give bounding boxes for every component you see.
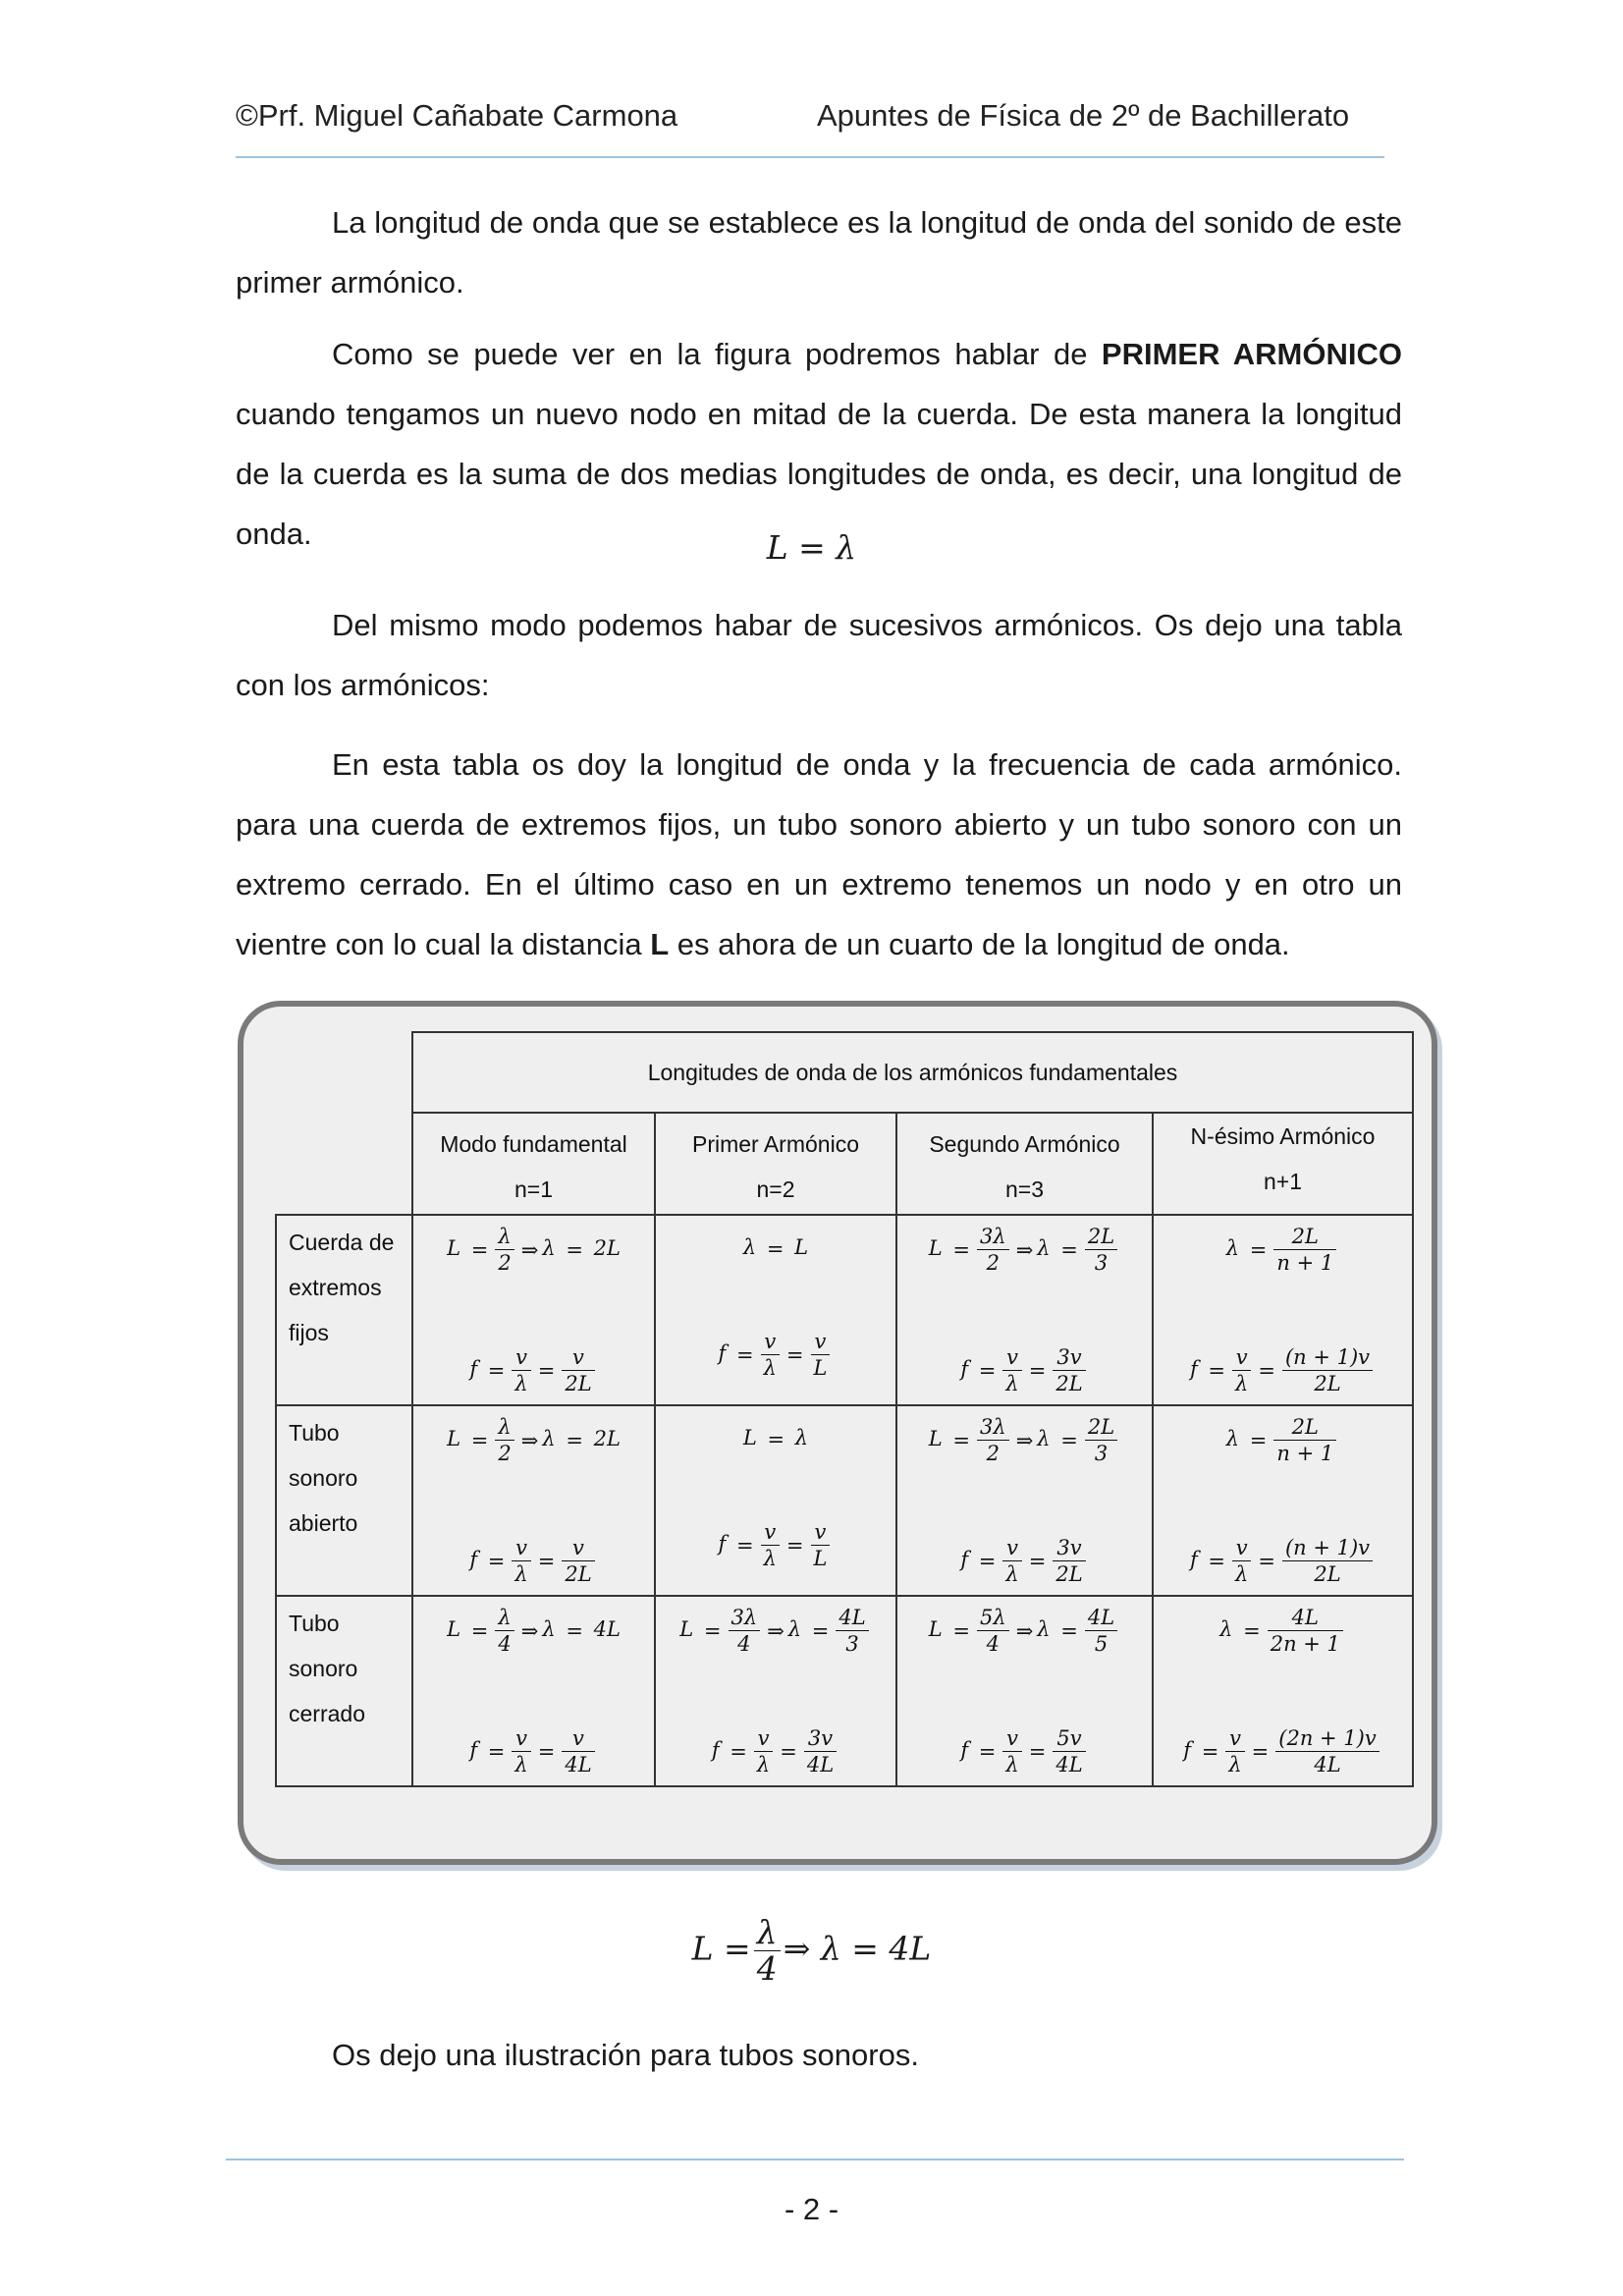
cell-cerrado-n2: L = $\frac{3\lambda}{4}$ ⇒ λ = $\frac{4L}{3}$ f = $\frac{v}{\lambda}$ = $\frac{3v}{4L}$ [655, 1596, 896, 1786]
equation-closed-tube: L = $\frac{\lambda}{4}$ ⇒ λ = 4L [691, 1913, 932, 1988]
paragraph-4: En esta tabla os doy la longitud de onda y la frecuencia de cada armónico. para una cuerda de extremos fijos, un tubo sonoro abierto y un tubo sonoro con un extremo cerrado. En el último caso en un extremo tenemos un nodo y en otro un vientre con lo cual la distancia L es ahora de un cuarto de la longitud de onda. [236, 747, 1402, 961]
cell-cuerda-n2: λ = L f = $\frac{v}{\lambda}$ = $\frac{v}{L}$ [655, 1215, 896, 1405]
page-number: - 2 - [784, 2192, 839, 2226]
column-header-fundamental: Modo fundamental n=1 [412, 1113, 655, 1215]
harmonics-table [275, 1031, 1414, 1787]
bold-primer-armonico: PRIMER ARMÓNICO [1101, 337, 1402, 371]
cell-cerrado-n3: L = $\frac{5\lambda}{4}$ ⇒ λ = $\frac{4L}{5}$ f = $\frac{v}{\lambda}$ = $\frac{5v}{4L}$ [896, 1596, 1153, 1786]
paragraph-2: Como se puede ver en la figura podremos hablar de PRIMER ARMÓNICO cuando tengamos un nuevo nodo en mitad de la cuerda. De esta manera la longitud de la cuerda es la suma de dos medias longitudes de onda, es decir, una longitud de onda. [236, 337, 1402, 551]
header-divider [236, 156, 1384, 158]
table-title: Longitudes de onda de los armónicos fundamentales [412, 1032, 1413, 1113]
row-label-cerrado: Tubo sonoro cerrado [276, 1596, 412, 1786]
equation-l-equals-lambda: L = λ [766, 528, 857, 567]
column-header-first: Primer Armónico n=2 [655, 1113, 896, 1215]
cell-abierto-nth: λ = $\frac{2L}{n + 1}$ f = $\frac{v}{\lambda}$ = $\frac{(n + 1)v}{2L}$ [1153, 1405, 1413, 1596]
cell-cerrado-n1: L = $\frac{\lambda}{4}$ ⇒ λ = 4L f = $\frac{v}{\lambda}$ = $\frac{v}{4L}$ [412, 1596, 655, 1786]
paragraph-5: Os dejo una ilustración para tubos sonoros. [332, 2038, 919, 2072]
footer-divider [226, 2159, 1404, 2160]
column-header-nth: N-ésimo Armónico n+1 [1153, 1113, 1413, 1215]
cell-cuerda-n3: L = $\frac{3\lambda}{2}$ ⇒ λ = $\frac{2L}{3}$ f = $\frac{v}{\lambda}$ = $\frac{3v}{2L}$ [896, 1215, 1153, 1405]
cell-abierto-n3: L = $\frac{3\lambda}{2}$ ⇒ λ = $\frac{2L}{3}$ f = $\frac{v}{\lambda}$ = $\frac{3v}{2L}$ [896, 1405, 1153, 1596]
cell-abierto-n2: L = λ f = $\frac{v}{\lambda}$ = $\frac{v}{L}$ [655, 1405, 896, 1596]
cell-abierto-n1: L = $\frac{\lambda}{2}$ ⇒ λ = 2L f = $\frac{v}{\lambda}$ = $\frac{v}{2L}$ [412, 1405, 655, 1596]
column-header-second: Segundo Armónico n=3 [896, 1113, 1153, 1215]
row-label-cuerda: Cuerda de extremos fijos [276, 1215, 412, 1405]
cell-cuerda-nth: λ = $\frac{2L}{n + 1}$ f = $\frac{v}{\lambda}$ = $\frac{(n + 1)v}{2L}$ [1153, 1215, 1413, 1405]
paragraph-1: La longitud de onda que se establece es la longitud de onda del sonido de este primer armónico. [236, 205, 1402, 300]
header-author: ©Prf. Miguel Cañabate Carmona [236, 98, 678, 133]
bold-l: L [650, 927, 670, 961]
paragraph-3: Del mismo modo podemos habar de sucesivos armónicos. Os dejo una tabla con los armónicos: [236, 608, 1402, 702]
cell-cerrado-nth: λ = $\frac{4L}{2n + 1}$ f = $\frac{v}{\lambda}$ = $\frac{(2n + 1)v}{4L}$ [1153, 1596, 1413, 1786]
header-title: Apuntes de Física de 2º de Bachillerato [817, 98, 1350, 133]
cell-cuerda-n1: L = $\frac{\lambda}{2}$ ⇒ λ = 2L f = $\frac{v}{\lambda}$ = $\frac{v}{2L}$ [412, 1215, 655, 1405]
row-label-abierto: Tubo sonoro abierto [276, 1405, 412, 1596]
